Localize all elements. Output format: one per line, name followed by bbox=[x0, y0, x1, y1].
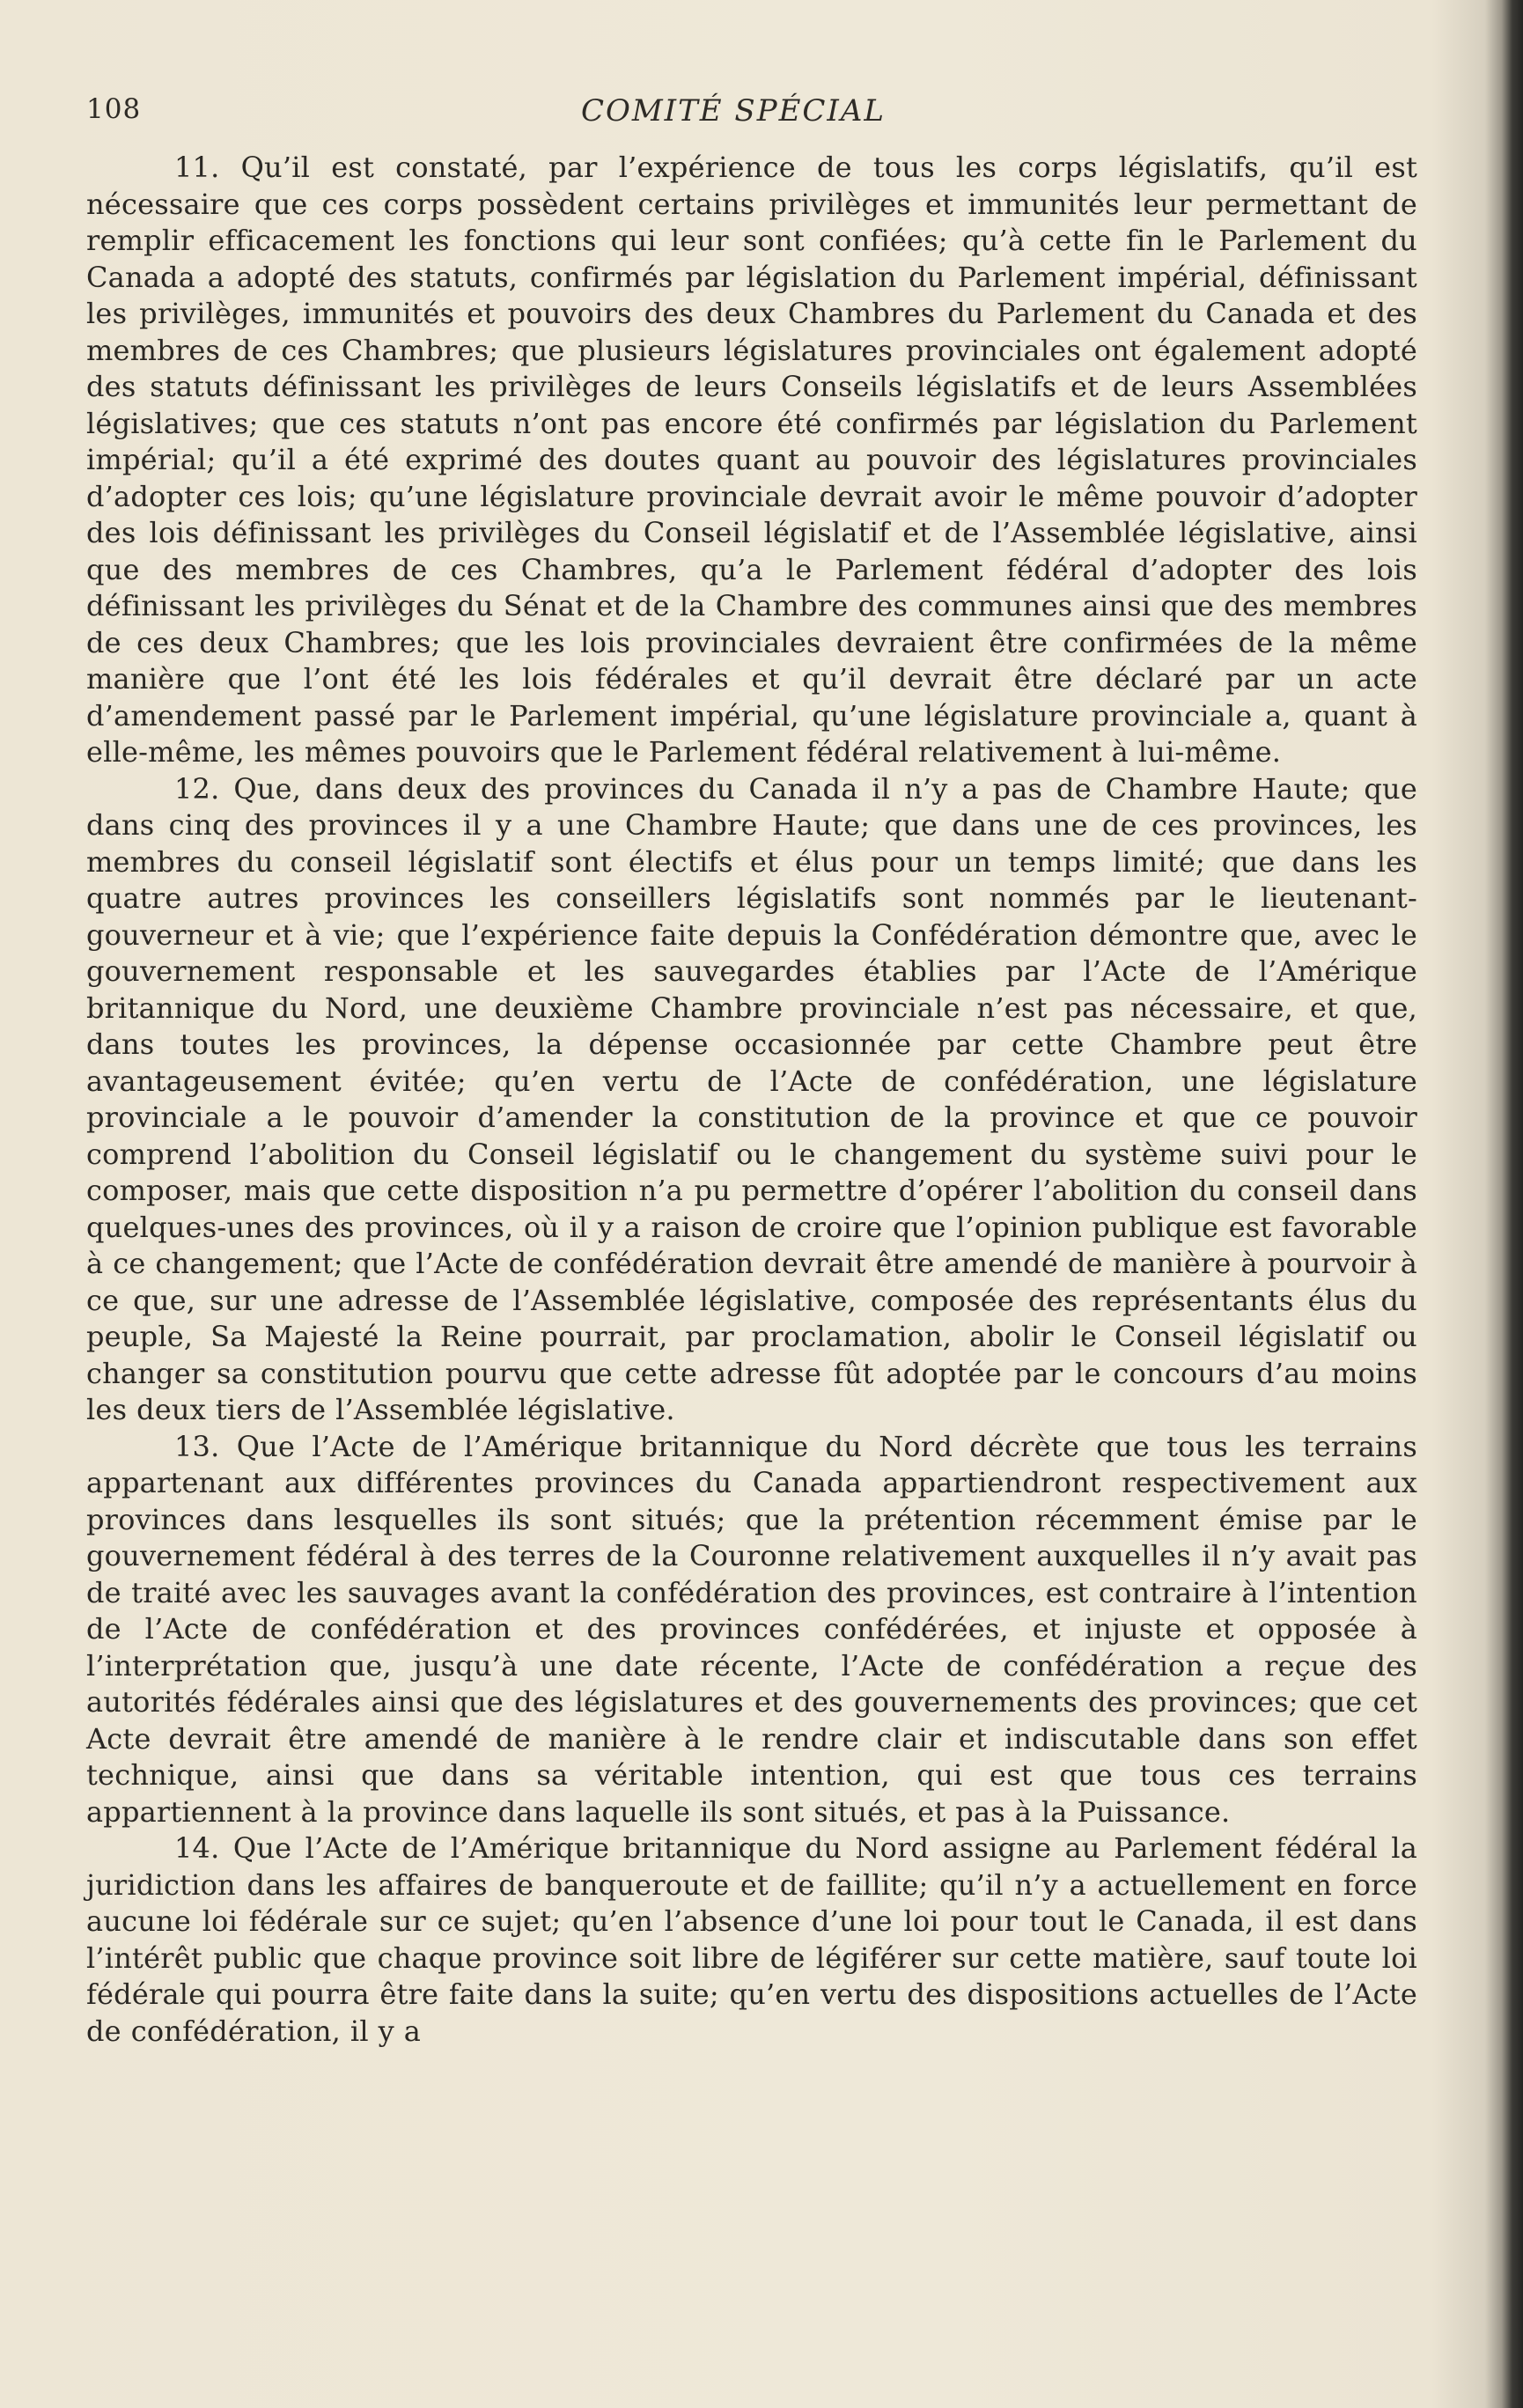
paragraph-text: Que, dans deux des provinces du Canada il n’y a pas de Chambre Haute; que dans cinq des provinces il y a une Chambre Haute; que dans une de ces provinces, les membres du conseil législatif sont électifs et élus pour un temps limité; que dans les quatre autres provinces les conseillers législatifs sont nommés par le lieutenant-gouverneur et à vie; que l’expérience faite depuis la Confédération démontre que, avec le gouvernement responsable et les sauvegardes établies par l’Acte de l’Amérique britannique du Nord, une deuxième Chambre provinciale n’est pas nécessaire, et que, dans toutes les provinces, la dépense occasionnée par cette Chambre peut être avantageusement évitée; qu’en vertu de l’Acte de confédération, une législature provinciale a le pouvoir d’amender la constitution de la province et que ce pouvoir comprend l’abolition du Conseil législatif ou le changement du système suivi pour le composer, mais que cette disposition n’a pu permettre d’opérer l’abolition du conseil dans quelques-unes des provinces, où il y a raison de croire que l’opinion publique est favorable à ce changement; que l’Acte de confédération devrait être amendé de manière à pourvoir à ce que, sur une adresse de l’Assemblée législative, composée des représentants élus du peuple, Sa Majesté la Reine pourrait, par proclamation, abolir le Conseil législatif ou changer sa constitution pourvu que cette adresse fût adoptée par le concours d’au moins les deux tiers de l’Assemblée législative. bbox=[86, 771, 1417, 1426]
page-header bbox=[86, 88, 1380, 141]
paragraph-text: Que l’Acte de l’Amérique britannique du Nord assigne au Parlement fédéral la juridiction dans les affaires de banqueroute et de faillite; qu’il n’y a actuellement en force aucune loi fédérale sur ce sujet; qu’en l’absence d’une loi pour tout le Canada, il est dans l’intérêt public que chaque province soit libre de légiférer sur cette matière, sauf toute loi fédérale qui pourra être faite dans la suite; qu’en vertu des dispositions actuelles de l’Acte de confédération, il y a bbox=[86, 1831, 1418, 2048]
paragraph-number: 14. bbox=[174, 1831, 220, 1865]
paragraph-number: 12. bbox=[174, 771, 220, 806]
page-number: 108 bbox=[86, 93, 142, 125]
paragraph-text: Qu’il est constaté, par l’expérience de tous les corps législatifs, qu’il est nécessaire que ces corps possèdent certains privilèges et immunités leur permettant de remplir efficacement les fonctions qui leur sont confiées; qu’à cette fin le Parlement du Canada a adopté des statuts, confirmés par législation du Parlement impérial, définissant les privilèges, immunités et pouvoirs des deux Chambres du Parlement du Canada et des membres de ces Chambres; que plusieurs législatures provinciales ont également adopté des statuts définissant les privilèges de leurs Conseils législatifs et de leurs Assemblées législatives; que ces statuts n’ont pas encore été confirmés par législation du Parlement impérial; qu’il a été exprimé des doutes quant au pouvoir des législatures provinciales d’adopter ces lois; qu’une législature provinciale devrait avoir le même pouvoir d’adopter des lois définissant les privilèges du Conseil législatif et de l’Assemblée législative, ainsi que des membres de ces Chambres, qu’a le Parlement fédéral d’adopter des lois définissant les privilèges du Sénat et de la Chambre des communes ainsi que des membres de ces deux Chambres; que les lois provinciales devraient être confirmées de la même manière que l’ont été les lois fédérales et qu’il devrait être déclaré par un acte d’amendement passé par le Parlement impérial, qu’une législature provinciale a, quant à elle-même, les mêmes pouvoirs que le Parlement fédéral relativement à lui-même. bbox=[86, 151, 1418, 769]
body-text bbox=[86, 150, 1417, 2050]
paragraph-12 bbox=[86, 771, 1417, 1429]
paragraph-14 bbox=[86, 1830, 1417, 2050]
paragraph-11 bbox=[86, 150, 1417, 771]
paragraph-number: 11. bbox=[174, 151, 220, 184]
paragraph-13 bbox=[86, 1429, 1417, 1831]
running-title: COMITÉ SPÉCIAL bbox=[580, 93, 886, 129]
paragraph-number: 13. bbox=[174, 1429, 220, 1463]
paragraph-text: Que l’Acte de l’Amérique britannique du Nord décrète que tous les terrains appartenant aux différentes provinces du Canada appartiendront respectivement aux provinces dans lesquelles ils sont situés; que la prétention récemment émise par le gouvernement fédéral à des terres de la Couronne relativement auxquelles il n’y avait pas de traité avec les sauvages avant la confédération des provinces, est contraire à l’intention de l’Acte de confédération et des provinces confédérées, et injuste et opposée à l’interprétation que, jusqu’à une date récente, l’Acte de confédération a reçue des autorités fédérales ainsi que des législatures et des gouvernements des provinces; que cet Acte devrait être amendé de manière à le rendre clair et indiscutable dans son effet technique, ainsi que dans sa véritable intention, qui est que tous ces terrains appartiennent à la province dans laquelle ils sont situés, et pas à la Puissance. bbox=[86, 1429, 1417, 1829]
